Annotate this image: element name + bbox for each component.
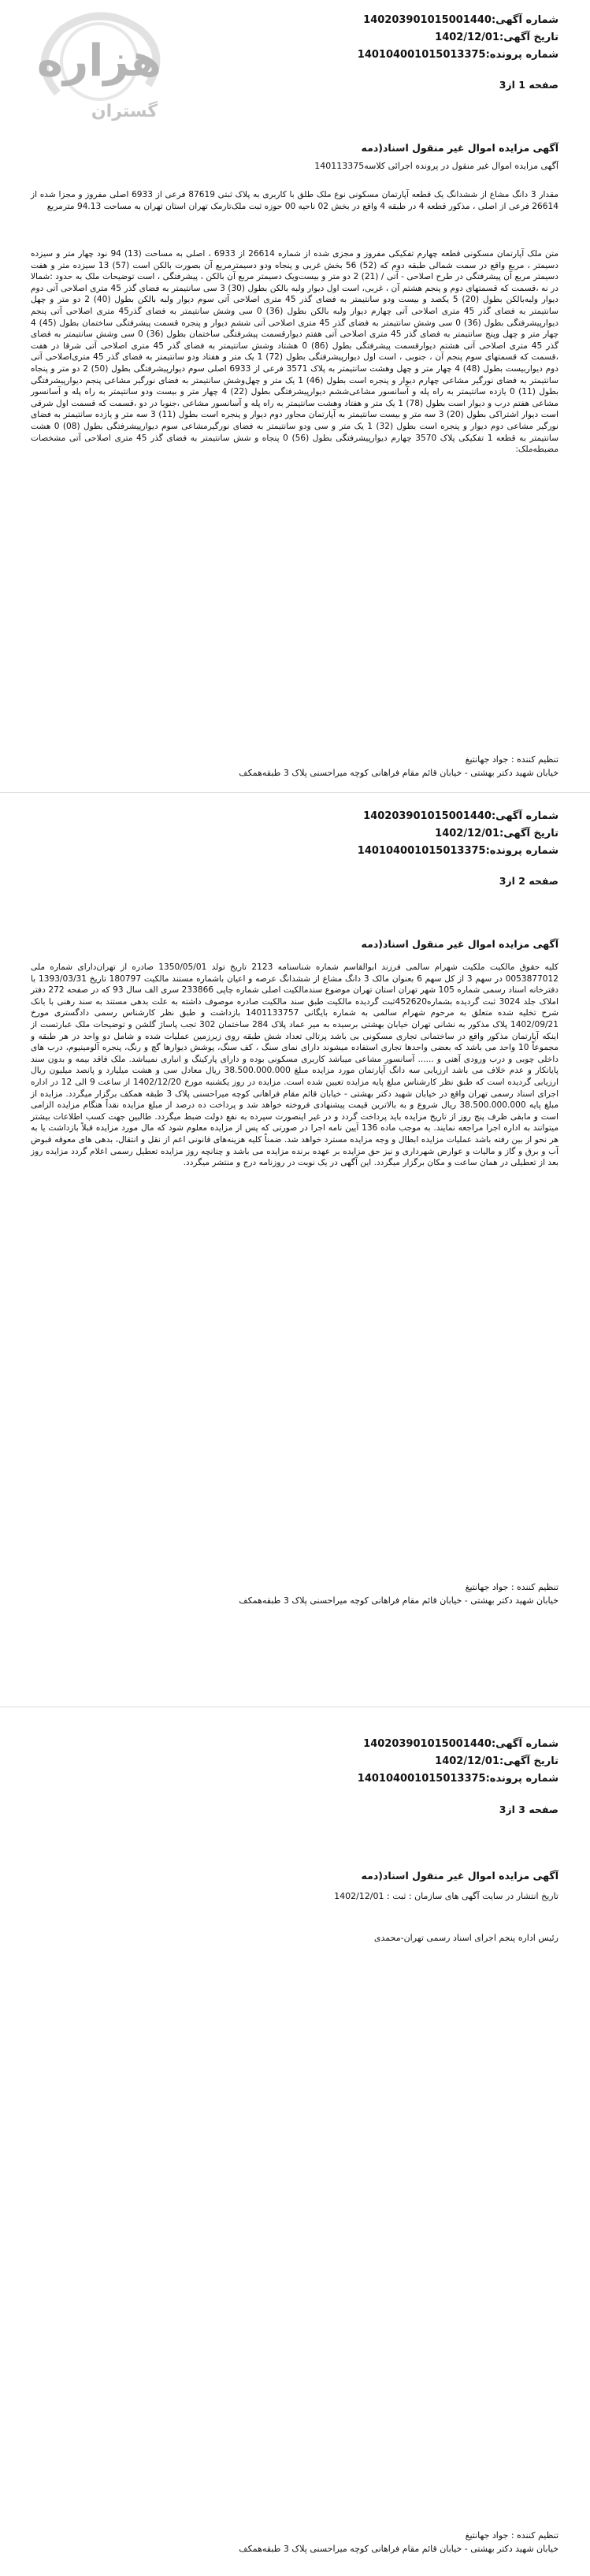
logo-main-text: هزاره <box>36 35 162 87</box>
page-subtitle: آگهی مزایده اموال غیر منقول در پرونده اجرائی کلاسه140113375 <box>314 161 558 171</box>
office-address: خیابان شهید دکتر بهشتی - خیابان قائم مقام فراهانی کوچه میراحسنی پلاک 3 طبقه‌همکف <box>239 2544 558 2554</box>
file-number: 140104001015013375 <box>357 1773 486 1785</box>
hazareh-gostaran-watermark-logo <box>14 6 184 125</box>
ad-number-row: شماره آگهی:140203901015001440 <box>363 810 558 822</box>
ad-date: 1402/12/01 <box>435 828 500 839</box>
ad-date-row: تاریخ آگهی:1402/12/01 <box>435 828 558 839</box>
preparer-name: جواد جهانتیغ <box>465 754 509 765</box>
ad-date-row: تاریخ آگهی:1402/12/01 <box>435 32 558 43</box>
office-address: خیابان شهید دکتر بهشتی - خیابان قائم مقام فراهانی کوچه میراحسنی پلاک 3 طبقه‌همکف <box>239 1595 558 1606</box>
publish-date-line: تاریخ انتشار در سایت آگهی های سازمان : ثبت : 1402/12/01 <box>334 1891 558 1901</box>
page-number: صفحه 3 از3 <box>499 1804 558 1815</box>
page-title: آگهی مزایده اموال غیر منقول اسناد(دمه <box>361 142 558 154</box>
ad-header <box>358 12 558 64</box>
page-footer <box>239 753 558 780</box>
footer-label: تنظیم کننده : <box>510 1582 558 1592</box>
ad-number-row: شماره آگهی:140203901015001440 <box>363 14 558 26</box>
page-number: صفحه 2 از3 <box>499 875 558 887</box>
file-number: 140104001015013375 <box>357 845 486 857</box>
file-number: 140104001015013375 <box>357 49 486 61</box>
ad-number: 140203901015001440 <box>363 1738 492 1750</box>
ad-date: 1402/12/01 <box>435 32 500 43</box>
page-divider <box>0 792 590 793</box>
ad-number: 140203901015001440 <box>363 810 492 822</box>
ad-header <box>358 808 558 860</box>
office-address: خیابان شهید دکتر بهشتی - خیابان قائم مقام فراهانی کوچه میراحسنی پلاک 3 طبقه‌همکف <box>239 768 558 778</box>
document-page-2 <box>0 796 590 1628</box>
page-footer <box>239 2529 558 2556</box>
file-number-row: شماره پرونده:140104001015013375 <box>357 1773 558 1785</box>
page-title: آگهی مزایده اموال غیر منقول اسناد(دمه <box>361 938 558 950</box>
file-number-row: شماره پرونده:140104001015013375 <box>357 845 558 857</box>
page-number: صفحه 1 از3 <box>499 79 558 91</box>
property-summary: مقدار 3 دانگ مشاع از ششدانگ یک قطعه آپارتمان مسکونی نوع ملک طلق با کاربری به پلاک ثبتی 87619 فرعی از 6933 اصلی مفروز و مجزا شده از 26614 فرعی از اصلی ، مذکور قطعه 4 در طبقه 4 واقع در بخش 02 ناحیه 00 حوزه ثبت ملک‌تارمک تهران استان تهران به مساحت 94.13 مترمربع <box>31 190 558 211</box>
ad-date: 1402/12/01 <box>435 1755 500 1767</box>
document-page-1 <box>0 0 590 788</box>
footer-label: تنظیم کننده : <box>510 754 558 765</box>
ad-number: 140203901015001440 <box>363 14 492 26</box>
ad-header <box>358 1736 558 1788</box>
footer-label: تنظیم کننده : <box>510 2530 558 2541</box>
ad-number-row: شماره آگهی:140203901015001440 <box>363 1738 558 1750</box>
preparer-name: جواد جهانتیغ <box>465 2530 509 2541</box>
page-footer <box>239 1580 558 1607</box>
property-description: متن ملک آپارتمان مسکونی قطعه چهارم تفکیکی مفروز و مجزی شده از شماره 26614 از 6933 ، اصلی به مساحت (13) 94 نود چهار متر و سیزده دسیمتر ، مربع واقع در سمت شمالی طبقه دوم که (52) 56 بخش غربی و پنجاه ودو دسیمترمربع آن بصورت بالکن است (57) 13 سیزده متر و هفت دسیمتر مربع آن پیشرفتگی در طرح اصلاحی - آتی / (21) 2 دو متر و بیست‌ویک دسیمتر مربع آن بالکن ، پیشرفتگی ، است توضیحات ملک به حدود :شمالا در نه ،قسمت که قسمتهای دوم و پنجم هشتم آن ، غربی، است اول دیوار ولبه بالکن بطول (30) 3 سی سانتیمتر به فضای گذر 45 متری اصلاحی آتی دوم دیوار ولبه‌بالکن بطول (20) 5 یکصد و بیست ودو سانتیمتر به فضای گذر 45 متری اصلاحی آتی سوم دیوار ولبه بالکن بطول (40) 2 دو متر و چهل سانتیمتر به فضای گذر 45 متری اصلاحی آتی چهارم دیوار ولبه بالکن بطول (36) 0 سی وشش سانتیمتر به فضای گذر45 متری اصلاحی آتی پنجم دیوارپیشرفتگی بطول (36) 0 سی وشش سانتیمتر به فضای گذر 45 متری اصلاحی آتی ششم دیوار و پنجره قسمت پیشرفتگی ساختمان بطول (45) 4 چهار متر و چهل وپنج سانتیمتر به فضای گذر 45 متری اصلاحی آتی هفتم دیوارقسمت پیشرفتگی ساختمان بطول (36) 0 سی وشش سانتیمتر به فضای گذر 45 متری اصلاحی آتی هشتم دیوارقسمت پیشرفتگی بطول (86) 0 هشتاد وشش سانتیمتر به فضای گذر 45 متری اصلاحی آتی شرقا در هفت ،قسمت که قسمتهای سوم پنجم آن ، جنوبی ، است اول دیوارپیشرفتگی بطول (72) 1 یک متر و هفتاد ودو سانتیمتر به فضای گذر 45 متری‌اصلاحی آتی دوم دیواربیست بطول (48) 4 چهار متر و چهل وهشت سانتیمتر به پلاک 3571 فرعی از 6933 اصلی سوم دیوارپیشرفتگی بطول (50) 2 دو متر و پنجاه سانتیمتر به فضای نورگیر مشاعی چهارم دیوار و پنجره است بطول (46) 1 یک متر و چهل‌وشش سانتیمتر به فضای نورگیر مشاعی پنجم دیوارپیشرفتگی بطول (11) 0 یازده سانتیمتر به راه پله و آسانسور مشاعی‌ششم دیوارپیشرفتگی بطول (22) 4 چهار متر و بیست ودو سانتیمتر به راه پله و آسانسور مشاعی هفتم درب و دیوار است بطول (78) 1 یک متر و هفتاد وهشت سانتیمتر به راه پله و آسانسور مشاعی ،جنوبا در دو ،قسمت که قسمت اول شرقی است دیوار اشتراکی بطول (20) 3 سه متر و بیست سانتیمتر به آپارتمان مجاور دوم دیوار و پنجره است بطول (11) 3 سه متر و یازده سانتیمتر به فضای نورگیر مشاعی دوم دیوار و پنجره است بطول (32) 1 یک متر و سی ودو سانتیمتر به فضای نورگیرمشاعی سوم دیوارپیشرفتگی بطول (08) 0 هشت سانتیمتر به قطعه 1 تفکیکی پلاک 3570 چهارم دیوارپیشرفتگی بطول (56) 0 پنجاه و شش سانتیمتر به فضای گذر 45 متری اصلاحی آتی مشخصات مضبطه‌ملک: <box>31 249 559 455</box>
logo-sub-text: گستران <box>91 102 158 121</box>
document-page-3 <box>0 1726 590 2576</box>
page-title: آگهی مزایده اموال غیر منقول اسناد(دمه <box>361 1870 558 1882</box>
file-number-row: شماره پرونده:140104001015013375 <box>357 49 558 61</box>
ad-date-row: تاریخ آگهی:1402/12/01 <box>435 1755 558 1767</box>
auction-details: کلیه حقوق مالکیت ملکیت شهرام سالمی فرزند ابوالقاسم شماره شناسنامه 2123 تاریخ تولد 1350/05/01 صادره از تهران‌دارای شماره ملی 0053877012 در سهم 3 از کل سهم 6 بعنوان مالک 3 دانگ مشاع از ششدانگ عرصه و اعیان باشماره مستند مالکیت 180797 تاریخ 1393/03/31 با دفترخانه اسناد رسمی شماره 105 شهر تهران استان تهران موضوع سندمالکیت اصلی شماره چاپی 233866 سری الف سال 93 که در صفحه 272 دفتر املاک جلد 3024 ثبت گردیده بشماره452620ثبت گردیده مالکیت طبق سند مالکیت صادره موصوف داشته به علت بدهی مستند به سند رهنی با بانک شرح تخلیه شده متعلق به مرحوم شهرام سالمی به شماره بایگانی 1401133757 بازداشت و طبق نظر کارشناس رسمی دادگستری مورخ 1402/09/21 پلاک مذکور به نشانی تهران خیابان بهشتی برسیده به میر عماد پلاک 284 ساختمان 302 تجب پاساژ گلشن و توضیحات ملک عبارتست از اینکه آپارتمان مذکور واقع در ساختمانی تجاری مسکونی بی باشد پرتالی تعداد شش طبقه روی زیرزمین عملیات شده و شامل دو واحد در هر طبقه و مجموعاً 10 واحد می باشد که بعضی واحدها تجاری استفاده میشوند دارای نمای سنگ ، کف سنگ، پوشش دیوارها گچ و رنگ، پنجره آلومینیوم، درب های داخلی چوبی و درب ورودی آهنی و ...... آسانسور مشاعی میباشد کاربری مسکونی بوده و دارای پارکینگ و انباری نمیباشد. ملک فاقد بیمه و بدون سند پایانکار و عدم خلاف می باشد ارزیابی سه دانگ آپارتمان مورد مزایده مبلغ 38.500.000.000 ریال معادل سی و هشت میلیارد و پانصد میلیون ریال ارزیابی گردیده است که طبق نظر کارشناس مبلغ پایه مزایده تعیین شده است. مزایده در روز یکشنبه مورخ 1402/12/20 از ساعت 9 الی 12 در اداره اجرای اسناد رسمی تهران واقع در خیابان شهید دکتر بهشتی - خیابان قائم مقام فراهانی کوچه میراحسنی پلاک 3 طبقه همکف برگزار میگردد. مزایده از مبلغ پایه 38.500.000.000 ریال شروع و به بالاترین قیمت پیشنهادی فروخته خواهد شد و پرداخت ده درصد از مبلغ مزایده نقداً هنگام مزایده الزامی است و مابقی ظرف پنج روز از تاریخ مزایده باید پرداخت گردد و در غیر اینصورت سپرده به نفع دولت ضبط میگردد. طالبین جهت کسب اطلاعات بیشتر میتوانند به اداره اجرا مراجعه نمایند. به موجب ماده 136 آیین نامه اجرا در صورتی که پس از مزایده معلوم شود که مال مورد مزایده قبلاً بازداشت یا به هر نحو از بین رفته باشد عملیات مزایده ابطال و وجه مزایده مسترد خواهد شد. ضمناً کلیه هزینه‌های قانونی اعم از نقل و انتقال، بدهی های معوقه قبوض آب و برق و گاز و مالیات و عوارض شهرداری و نیز حق مزایده بر عهده برنده مزایده می باشد و چنانچه روز مزایده تعطیل رسمی اعلام گردد مزایده روز بعد از تعطیلی در همان ساعت و مکان برگزار میگردد. این آگهی در یک نوبت در روزنامه درج و منتشر میگردد. <box>31 962 559 1168</box>
preparer-name: جواد جهانتیغ <box>465 1582 509 1592</box>
signature-line: رئیس اداره پنجم اجرای اسناد رسمی تهران-محمدی <box>373 1933 558 1943</box>
